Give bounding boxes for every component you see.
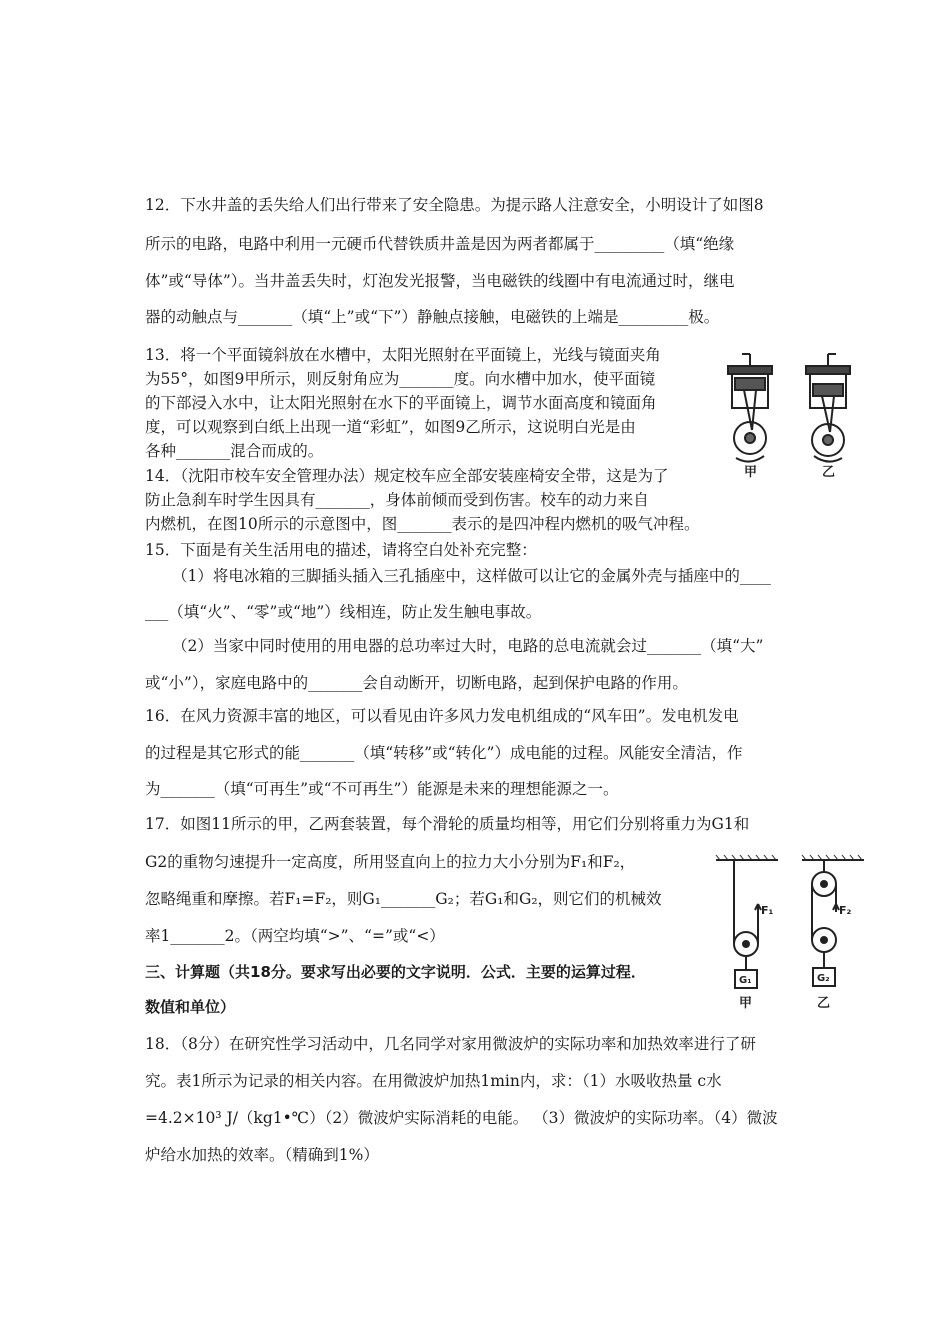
section-3-heading: 三、计算题（共18分。要求写出必要的文字说明．公式．主要的运算过程．	[145, 963, 646, 981]
pulley-label-jia: 甲	[739, 996, 753, 1011]
q17-line-2: G2的重物匀速提升一定高度，所用竖直向上的拉力大小分别为F₁和F₂，	[145, 853, 636, 871]
q17-line-4: 率1_______2。（两空均填“>”、“=”或“<）	[145, 927, 445, 945]
pulley-f2-label: F₂	[839, 904, 852, 917]
q12-line-2: 所示的电路，电路中利用一元硬币代替铁质井盖是因为两者都属于_________（填“绝缘	[145, 235, 735, 253]
q14-line-1: 14．（沈阳市校车安全管理办法）规定校车应全部安装座椅安全带，这是为了	[145, 467, 669, 485]
q17-line-3: 忽略绳重和摩擦。若F₁=F₂，则G₁_______G₂；若G₁和G₂，则它们的机械效	[145, 890, 662, 908]
q16-line-2: 的过程是其它形式的能_______（填“转移”或“转化”）成电能的过程。风能安全清洁，作	[145, 744, 743, 762]
q12-line-1: 12．下水井盖的丢失给人们出行带来了安全隐患。为提示路人注意安全，小明设计了如图8	[145, 196, 764, 214]
q13-line-3: 的下部浸入水中，让太阳光照射在水下的平面镜上，调节水面高度和镜面角	[145, 394, 657, 412]
q14-line-3: 内燃机，在图10所示的示意图中，图_______表示的是四冲程内燃机的吸气冲程。	[145, 515, 700, 533]
q12-line-3: 体”或“导体”）。当井盖丢失时，灯泡发光报警，当电磁铁的线圈中有电流通过时，继电	[145, 272, 735, 290]
engine-figure	[718, 348, 868, 483]
pulley-g1-label: G₁	[739, 975, 752, 986]
engine-label-jia: 甲	[744, 465, 758, 480]
q15-line-5: 或“小”），家庭电路中的_______会自动断开，切断电路，起到保护电路的作用。	[145, 674, 688, 692]
q16-line-1: 16．在风力资源丰富的地区，可以看见由许多风力发电机组成的“风车田”。发电机发电	[145, 707, 739, 725]
q17-line-1: 17．如图11所示的甲，乙两套装置，每个滑轮的质量均相等，用它们分别将重力为G1和	[145, 815, 750, 833]
pulley-label-yi: 乙	[817, 996, 831, 1011]
q18-line-1: 18．（8分）在研究性学习活动中，几名同学对家用微波炉的实际功率和加热效率进行了研	[145, 1035, 756, 1053]
q15-line-3: ___（填“火”、“零”或“地”）线相连，防止发生触电事故。	[145, 603, 542, 621]
q15-line-2: （1）将电冰箱的三脚插头插入三孔插座中，这样做可以让它的金属外壳与插座中的____	[172, 567, 771, 585]
pulley-f1-label: F₁	[761, 904, 774, 917]
q14-line-2: 防止急刹车时学生因具有_______，身体前倾而受到伤害。校车的动力来自	[145, 491, 649, 509]
q18-line-2: 究。表1所示为记录的相关内容。在用微波炉加热1min内，求：（1）水吸收热量 c水	[145, 1072, 722, 1090]
q13-line-5: 各种_______混合而成的。	[145, 442, 324, 460]
q15-line-4: （2）当家中同时使用的用电器的总功率过大时，电路的总电流就会过_______（填“大”	[172, 637, 764, 655]
q13-line-1: 13．将一个平面镜斜放在水槽中，太阳光照射在平面镜上，光线与镜面夹角	[145, 346, 661, 364]
pulley-figure	[712, 852, 872, 1016]
q18-line-3: =4.2×10³ J/（kg1•℃）（2）微波炉实际消耗的电能。 （3）微波炉的实际功率。（4）微波	[145, 1109, 778, 1127]
q15-line-1: 15．下面是有关生活用电的描述，请将空白处补充完整：	[145, 541, 537, 559]
q13-line-4: 度，可以观察到白纸上出现一道“彩虹”，如图9乙所示，这说明白光是由	[145, 418, 636, 436]
section-3-heading-cont: 数值和单位）	[145, 998, 236, 1016]
q18-line-4: 炉给水加热的效率。（精确到1%）	[145, 1146, 379, 1164]
engine-label-yi: 乙	[822, 465, 836, 480]
q12-line-4: 器的动触点与_______（填“上”或“下”）静触点接触，电磁铁的上端是_________极。	[145, 308, 720, 326]
q13-line-2: 为55°，如图9甲所示，则反射角应为_______度。向水槽中加水，使平面镜	[145, 370, 656, 388]
q16-line-3: 为_______（填“可再生”或“不可再生”）能源是未来的理想能源之一。	[145, 780, 619, 798]
pulley-g2-label: G₂	[817, 973, 830, 984]
